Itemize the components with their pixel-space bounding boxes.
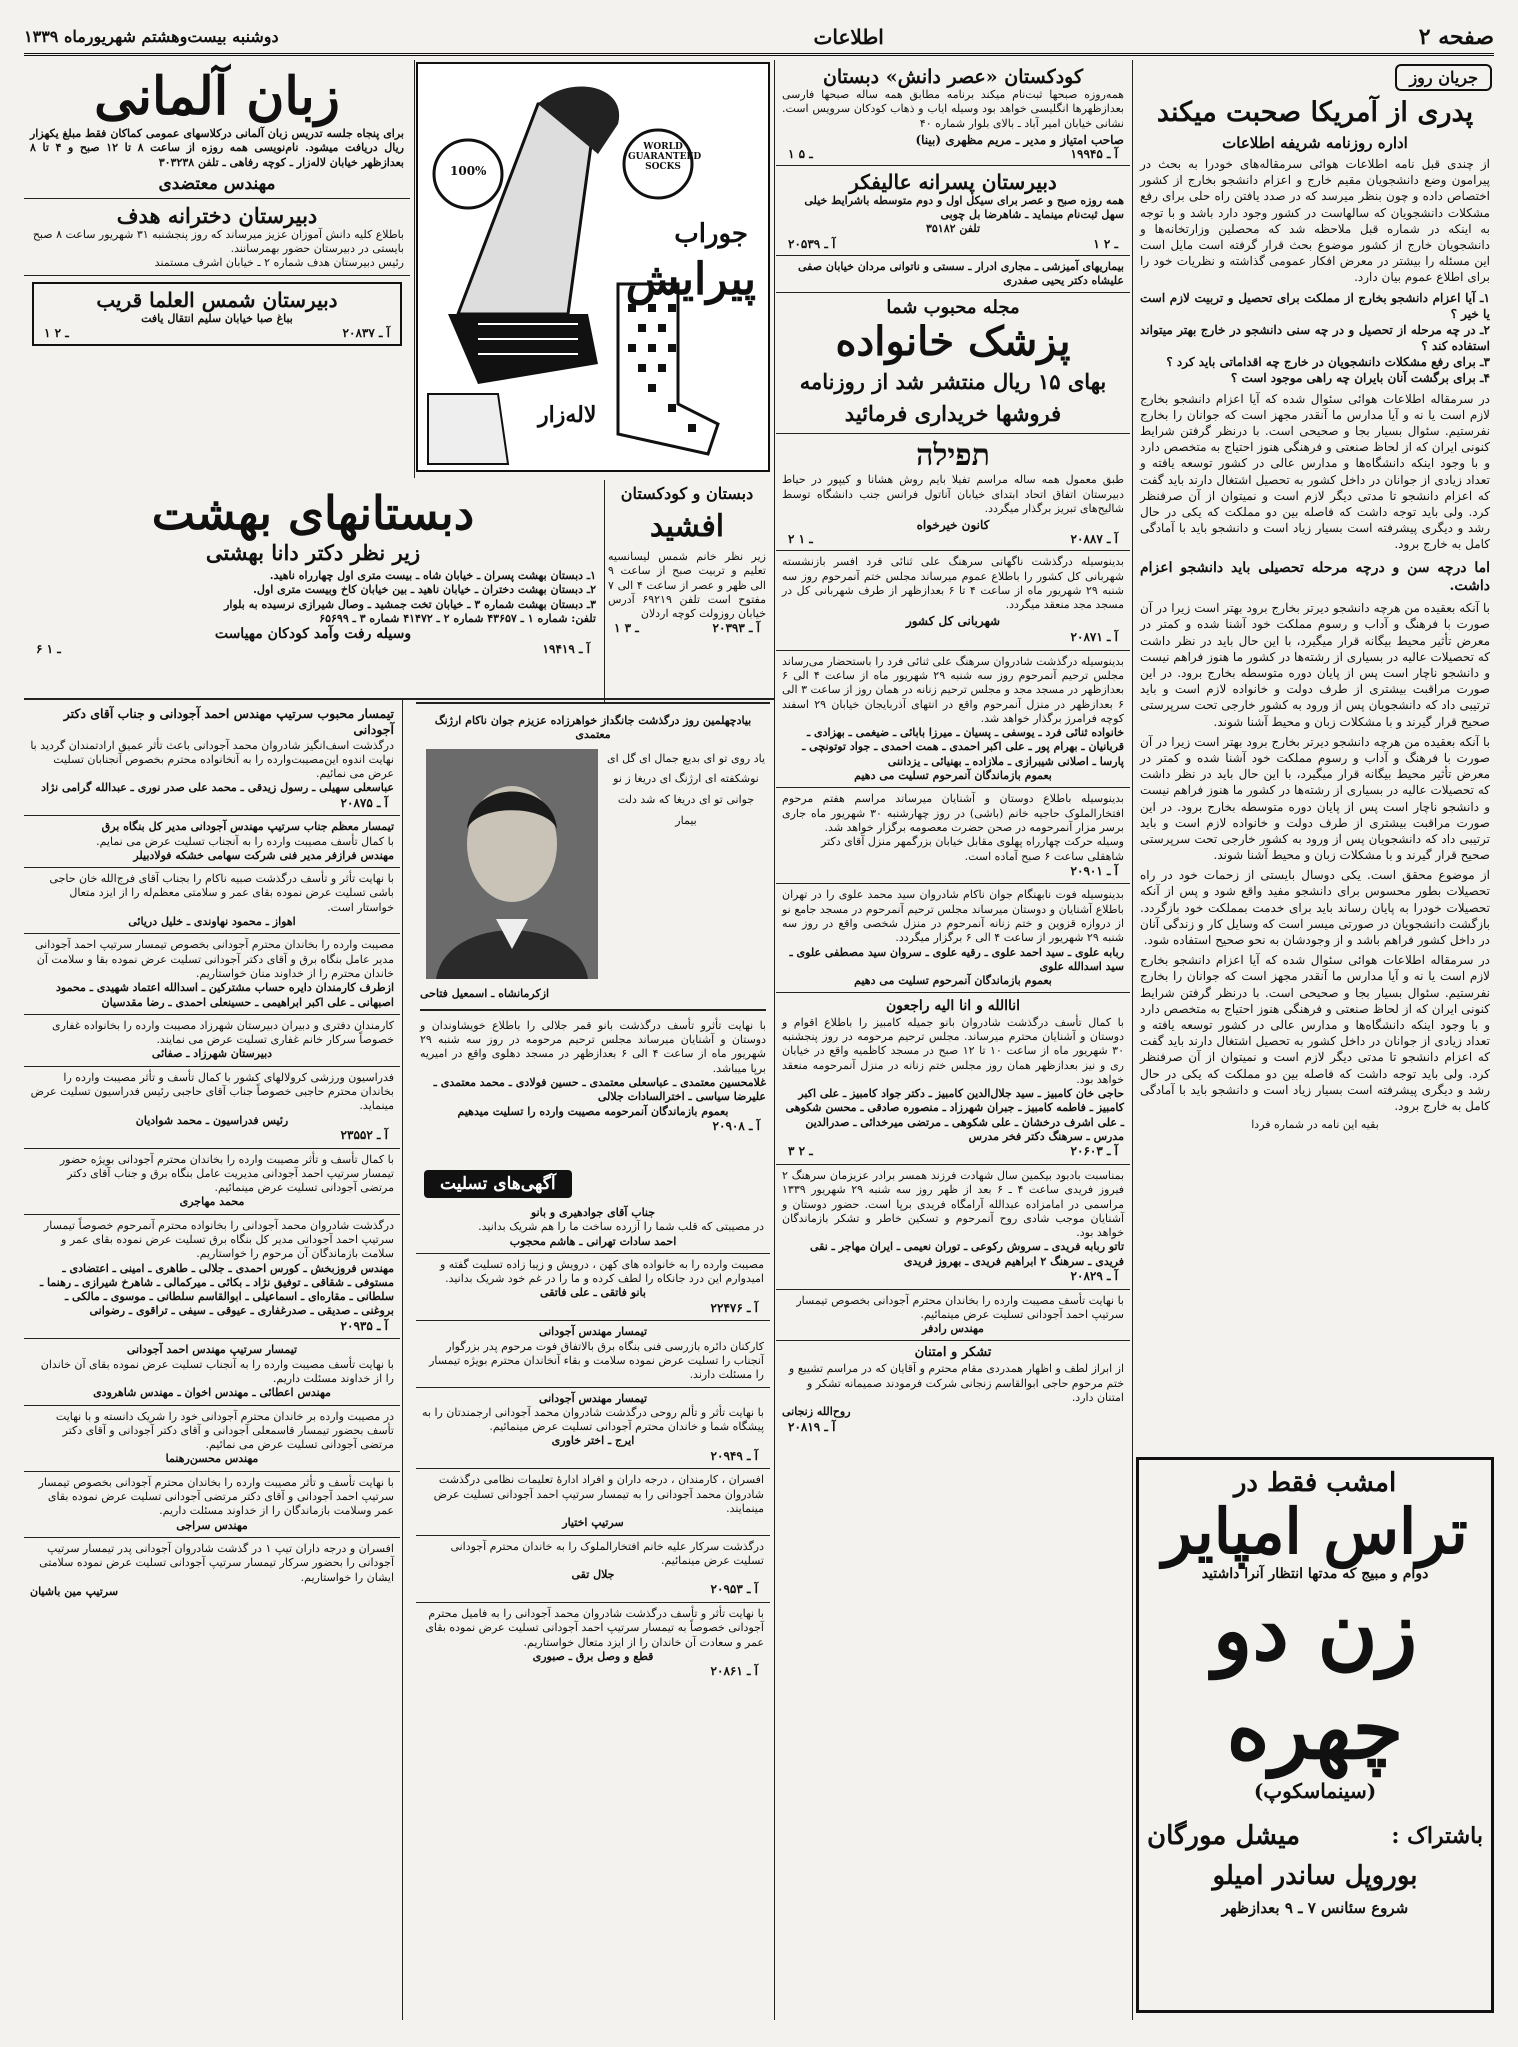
ad-title: دبستان و کودکستان: [620, 484, 754, 503]
notice-signature: تاتو ربابه فریدی ـ سروش رکوعی ـ توران نعیمی ـ ایران مهاجر ـ نقی فریدی ـ سرهنگ ۲ ابراهیم فریدی ـ بهروز فریدی: [810, 1240, 1124, 1268]
memorial-notice: [416, 710, 770, 1160]
condolence: [416, 1603, 770, 1684]
ad-ref: آ ـ ۲۰۸۶۱: [710, 1664, 758, 1679]
ad-body: همه‌روزه صبحها ثبت‌نام میکند برنامه مطابق همه ساله صبحها فارسی بعدازظهرها انگلیسی خواهد بود وسیله ایاب و ذهاب کودکان سرویس است. نشانی خیابان امیر آباد ـ بالای بلوار شماره ۴۰: [782, 88, 1124, 130]
ad-with: باشتراک :: [1391, 1822, 1483, 1849]
notice-title: تیمسار معظم جناب سرتیپ مهندس آجودانی مدیر کل بنگاه برق: [101, 820, 394, 834]
condolence: [24, 702, 400, 816]
notice-body: از ابراز لطف و اظهار همدردی مقام محترم و آقایان که در مراسم تشییع و ختم مرحوم حاجی ابوالقاسم زنجانی شرکت فرمودند صمیمانه تشکر و امتنان دارد.: [788, 1362, 1124, 1404]
notice-signature: مهندس فروزبخش ـ کورس احمدی ـ جلالی ـ طاهری ـ امینی ـ اعتضادی ـ مستوفی ـ شقاقی ـ توفیق نژاد ـ بکائی ـ میرکمالی ـ شاهرخ شیرازی ـ رهنما ـ سلطانی ـ مقاره‌ای ـ اسماعیلی ـ ابوالقاسم سلطانی ـ موسوی ـ مالکی ـ بروغنی ـ صدیقی ـ صدرغفاری ـ عیوقی ـ سیفی ـ تراقوی ـ رضوانی: [39, 1261, 394, 1318]
ad-ref: آ ـ ۲۳۵۵۲: [340, 1127, 388, 1142]
condolence: [416, 1254, 770, 1321]
section-badge: آگهی‌های تسلیت: [424, 1170, 572, 1198]
ad-title: کودکستان «عصر دانش» دبستان: [822, 66, 1084, 88]
notice-body: با کمال تأسف مصیبت وارده را به آنجناب تسلیت عرض می نمایم.: [96, 834, 394, 848]
notice-signature: بانو فاتقی ـ علی فاتقی: [540, 1286, 646, 1300]
notice-body: بدینوسیله فوت نابهنگام جوان ناکام شادروان سید محمد علوی را در تهران باطلاع آشنایان و دوستان میرساند مجلس ترحیم آنمرحوم در مسجد جامع نو از دروازه قزوین و ختم زنانه آنمرحوم در منزل شخصی واقع در روز سه شنبه ۲۹ شهریور از ساعت ۴ الی ۶ برگزار میگردد.: [782, 888, 1124, 945]
paragraph: از چندی قبل نامه اطلاعات هوائی سرمقاله‌های خودرا به بحث در پیرامون وضع دانشجویان مقیم خارج و اعزام دانشجو بخارج از کشور اختصاص داده و چون بنظر میرسد که در صدد یافتن راه حلی برای رفع مشکلات دانشجویان که سالهاست در کشور وجود دارد باشد و با توجه به اینکه در شماره قبل ملاحظه شد که محصلین وزارتخانه‌ها و دانشجویان خارج از کشور موضوع بحث قرار گرفته است مایل است این مسئله را بیشتر در معرض افکار عمومی گذاشته و نظریات خود را برای اطلاع عموم بیان دارد.: [1140, 157, 1490, 285]
notice-title: تیمسار مهندس آجودانی: [538, 1325, 648, 1339]
ad-star: بوروپل ساندر امیلو: [1212, 1860, 1418, 1891]
condolence: [416, 1202, 770, 1254]
notice-signature: مهندس اعطائی ـ مهندس اخوان ـ مهندس شاهرودی: [93, 1386, 331, 1400]
condolence: [24, 934, 400, 1014]
sock-ad: [416, 62, 770, 472]
notice-signature: حاجی خان کامبیز ـ سید جلال‌الدین کامبیز ـ دکتر جواد کامبیز ـ علی اکبر کامبیز ـ فاطمه کامبیز ـ جبران شهرزاد ـ منصوره صادقی ـ محسن شکوهی ـ علی اشرف درخشان ـ علی شکوهی ـ مرتضی میرخدائی ـ صدرالدین مدرس ـ سرهنگ دکتر فخر مدرس: [785, 1087, 1124, 1144]
condolence: [24, 1472, 400, 1538]
column-right: [1136, 62, 1494, 2022]
ad-body: برای پنجاه جلسه تدریس زبان آلمانی درکلاسهای عمومی کماکان فقط مبلغ یکهزار ریال دریافت میشود. نام‌نویسی همه روزه از ساعت ۸ تا ۱۲ صبح و ۴ تا ۸ بعدازظهر خیابان لاله‌زار ـ کوچه رفاهی ـ تلفن ۳۰۳۲۳۸: [30, 127, 404, 169]
ad-ref: ۱ ـ ۵: [788, 146, 813, 161]
school-branch: ۳ـ دبستان بهشت شماره ۳ ـ خیابان تخت جمشید ـ وصال شیرازی نرسیده به بلوار: [224, 597, 596, 611]
condolence: [24, 1015, 400, 1067]
newspaper-page: [24, 20, 1494, 2030]
ad-ref: آ ـ ۲۰۶۰۳: [1070, 1144, 1118, 1159]
question: ۲ـ در چه مرحله از تحصیل و در چه سنی دانشجو در خارج بهتر میتواند استفاده کند ؟: [1140, 322, 1490, 354]
notice-signature: مهندس فرازفر مدیر فنی شرکت سهامی خشکه فولادبیلر: [133, 848, 394, 862]
ad-tonight: امشب فقط در: [1233, 1468, 1397, 1498]
school-branch: ۱ـ دبستان بهشت پسران ـ خیابان شاه ـ بیست متری اول چهارراه ناهید.: [269, 569, 596, 582]
sock-name: پیرایش: [625, 254, 756, 305]
notice-signature: مهندس محسن‌رهنما: [165, 1452, 259, 1466]
hadaf-school-ad: [24, 199, 410, 276]
notice-signature: سرتیپ مین باشیان: [30, 1584, 119, 1598]
ad-ref: ۱ ـ ۲: [44, 326, 69, 341]
ad-ref: آ ـ ۲۰۹۰۱: [1070, 863, 1118, 878]
ad-ref: ۱ ـ ۲: [1093, 236, 1118, 251]
notice-title: جناب آقای جوادهیری و بانو: [530, 1206, 656, 1219]
condolence: [416, 1321, 770, 1387]
notice-body: بدینوسیله درگذشت ناگهانی سرهنگ علی ثنائی فرد افسر بازنشسته شهربانی کل کشور را باطلاع عموم میرساند مجلس ختم آنمرحوم روز سه شنبه ۲۹ شهریور ماه از ساعت ۴ تا ۶ بعدازظهر از طرف شهربانی کل در مسجد مجد منعقد میگردد.: [782, 555, 1124, 612]
notice-body: در مصیبت وارده بر خاندان محترم آجودانی خود را شریک دانسته و با نهایت تأسف بحضور تیمسار قاسمعلی آجودانی و آقای دکتر آجودانی و آقای دکتر مرتضی آجودانی تسلیت عرض می نمائیم.: [55, 1409, 394, 1452]
ad-ref: آ ـ ۲۰۵۳۹: [788, 236, 836, 251]
notice-body: بدینوسیله درگذشت شادروان سرهنگ علی ثنائی فرد را باستحضار می‌رساند مجلس ترحیم آنمرحوم روز سه شنبه ۲۹ شهریور ماه از ساعت ۴ الی ۶ بعدازظهر در مسجد مجد و مجلس ترحیم زنانه در همان روز از ساعت ۳ الی ۶ بعدازظهر در منزل آنمرحوم واقع در انتهای آذربایجان خیابان ۲۹ اسفند کوچه فرامرز برگذار خواهد شد.: [782, 654, 1125, 725]
ad-cinema-name: تراس امپایر: [1162, 1495, 1468, 1568]
ad-note: دوام و مبیج که مدتها انتظار آنرا داشتید: [1201, 1566, 1429, 1583]
notice-body: با نهایت تأثر و تألم روحی درگذشت شادروان محمد آجودانی ارجمندتان را به پیشگاه شما و خاندان محترم آجودانی تسلیت عرض مینمائیم.: [421, 1405, 764, 1434]
paper-name: اطلاعات: [813, 24, 884, 49]
ad-title: دبیرستان پسرانه عالیفکر: [849, 169, 1057, 194]
ad-body: بهای ۱۵ ریال منتشر شد از روزنامه فروشها خریداری فرمائید: [799, 369, 1107, 426]
condolence: [24, 1538, 400, 1603]
condolence: [24, 1149, 400, 1215]
notice-body: با نهایت تأسف مصیبت وارده را بخاندان محترم آجودانی بخصوص تیمسار سرتیپ احمد آجودانی تسلیت عرض مینمائیم.: [796, 1293, 1124, 1321]
condolence: [416, 1536, 770, 1603]
condolence: [24, 1339, 400, 1405]
sock-seal: 100%: [450, 164, 487, 178]
obituary: [776, 993, 1130, 1164]
ad-ref: آ ـ ۲۰۹۴۹: [710, 1448, 758, 1463]
memorial-heading: بیادچهلمین روز درگذشت جانگداز خواهرزاده عزیزم جوان ناکام ارژنگ معتمدی: [434, 714, 752, 742]
continued-note: بقیه این نامه در شماره فردا: [1251, 1118, 1379, 1132]
notice-signature: شهربانی کل کشور: [905, 614, 1001, 629]
highschool-ad: [776, 166, 1130, 256]
ad-ref: ۲ ـ ۱: [788, 532, 813, 547]
ad-body: زیر نظر خانم شمس لیسانسیه تعلیم و تربیت صبح از ساعت ۹ الی ظهر و عصر از ساعت ۴ الی ۷ مفتوح است تلفن ۶۹۲۱۹ آدرس خیابان روزولت کوچه اردلان: [608, 550, 766, 621]
ad-ref: آ ـ ۱۹۹۴۵: [1070, 146, 1118, 161]
ad-ref: آ ـ ۲۰۸۲۹: [1070, 1269, 1118, 1283]
condolence: [416, 1388, 770, 1470]
article-subhead: اداره روزنامه شریفه اطلاعات: [1222, 134, 1408, 152]
notice-signature: دبیرستان شهرزاد ـ صفائی: [151, 1047, 273, 1061]
question: ۳ـ برای رفع مشکلات دانشجویان در خارج چه اقداماتی باید کرد ؟: [1166, 355, 1490, 370]
tfila-notice: [776, 434, 1130, 551]
notice-body: طبق معمول همه ساله مراسم تفیلا بایم روش هشانا و کیپور در حیاط دبیرستان اتفاق اتحاد ابتدای خیابان آناتول فرانس جنب دانشگاه توسط شالیح‌های تبریز برگذار میگردد.: [782, 473, 1124, 515]
notice-signature: اهواز ـ محمود نهاوندی ـ خلیل دریائی: [128, 915, 296, 929]
ad-body: همه روزه صبح و عصر برای سیکل اول و دوم متوسطه باشرایط خیلی سهل ثبت‌نام مینماید ـ شاهرضا بل چوبی: [804, 193, 1124, 222]
memorial-poem: یاد روی تو ای بدیع جمال ای گل ای نوشکفته ای ارژنگ ای دریغا ز نو جوانی تو ای دریغا که شد دلت بیمار: [606, 751, 766, 828]
notice-body: مصیبت وارده را بخاندان محترم آجودانی بخصوص تیمسار سرتیپ احمد آجودانی مدیر عامل بنگاه برق و آقای دکتر آجودانی تسلیت عرض نموده بقا و سلامت آن خاندان محترم را از خداوند منان خواستاریم.: [34, 938, 394, 980]
notice-signature: مهندس سراجی: [176, 1518, 248, 1532]
notice-body: مصیبت وارده را به خانواده های کهن ، درویش و زیبا زاده تسلیت گفته و امیدوارم این درد جانکاه را لطف کرده و ما را در غم خود شریک بدانید.: [439, 1257, 764, 1286]
ad-ref: آ ـ ۲۲۴۷۶: [710, 1300, 758, 1315]
school-phones: تلفن: شماره ۱ ـ ۴۳۶۵۷ شماره ۲ ـ ۴۱۴۷۲ شماره ۳ ـ ۶۵۶۹۹: [319, 611, 596, 625]
notice-title: اناالله و انا الیه راجعون: [885, 998, 1021, 1015]
notice-title: تیمسار سرتیپ مهندس احمد آجودانی: [126, 1343, 298, 1357]
notice-signature: ربابه علوی ـ سید احمد علوی ـ رقیه علوی ـ سروان سید مصطفی علوی ـ سید اسدالله علوی: [789, 945, 1124, 973]
notice-signature: کانون خیرخواه: [916, 518, 990, 533]
ad-signature: رئیس دبیرستان هدف شماره ۲ ـ خیابان اشرف مستمند: [154, 256, 404, 270]
column-left-condolences: [24, 702, 400, 2020]
condolences-section: [416, 1166, 770, 2022]
notice-body: کارمندان دفتری و دبیران دبیرستان شهرزاد مصیبت وارده را بخانواده غفاری خصوصاً سرکار خانم غفاری تسلیت عرض می نمایند.: [51, 1018, 394, 1047]
column-mid-right: [776, 62, 1130, 2022]
article-body: [1136, 156, 1494, 1132]
ad-ref: آ ـ ۲۰۸۱۹: [788, 1419, 836, 1434]
ad-ref: ۶ ـ ۱: [36, 642, 61, 657]
notice-body: درگذشت شادروان محمد آجودانی را بخانواده محترم آنمرحوم خصوصاً تیمسار سرتیپ احمد آجودانی مدیر کل بنگاه برق تسلیت عرض نموده بقای عمر و سلامت بازماندگان آن مرحوم را خواستاریم.: [43, 1218, 394, 1261]
notice-closing: بعموم بازماندگان آنمرحوم تسلیت می دهیم: [854, 769, 1052, 783]
kindergarten-afshid-ad: [604, 480, 770, 698]
portrait-illustration: [426, 749, 598, 979]
obituary: [776, 651, 1130, 789]
school-transport: وسیله رفت وآمد کودکان مهیاست: [214, 626, 412, 643]
ad-film-title: زن دو چهره: [1212, 1583, 1418, 1778]
paragraph: از موضوع محقق است. یکی دوسال بایستی از زحمات خود در راه تحصیلات بطور محسوس برای دانشجو مفید واقع شود و پس از آنکه تحصیلات خودرا به پایان رساند باید برای خدمت بمملکت خود بازگردد. بازگشت دانشجویان در صورتی میسر است که وسایل کار و زندگی آنان در داخل کشور فراهم باشد و از وجودشان به نحو صحیح استفاده شود.: [1140, 868, 1490, 948]
paragraph: با آنکه بعقیده من هرچه دانشجو دیرتر بخارج برود بهتر است زیرا در آن صورت با فرهنگ و آداب و رسوم مملکت خود آشنا شده و کمتر در معرض تأثیر محیط بیگانه قرار میگیرد، با این حال باید در نظر داشت که تحصیلات عالیه در بسیاری از رشته‌ها در کشور ما هنوز فراهم نیست و دانشجو ناچار است پس از پایان دوره متوسطه بخارج برود. در این صورت مراقبت بیشتری از طرف دولت و خانواده لازم است و باید ترتیبی داد که دانشجویان پس از ورود به کشور خارجی تحت سرپرستی صحیح قرار گیرند و با مشکلات زبان و محیط آشنا شوند.: [1140, 734, 1490, 863]
ad-ref: آ ـ ۲۰۹۳۵: [340, 1318, 388, 1333]
notice-closing: بعموم بازماندگان آنمرحوم تسلیت می دهیم: [854, 974, 1052, 988]
notice-title: تیمسار مهندس آجودانی: [538, 1391, 648, 1405]
column-badge: جریان روز: [1395, 64, 1492, 91]
shams-school-ad: [32, 282, 402, 346]
ad-format: (سینماسکوپ): [1253, 1778, 1377, 1803]
ad-ref: آ ـ ۱۹۴۱۹: [542, 642, 590, 657]
sock-brand: جوراب: [674, 219, 748, 249]
ad-ref: آ ـ ۲۰۸۸۷: [1070, 532, 1118, 547]
memorial-notice: [776, 1165, 1130, 1290]
section-heading: اما درچه سن و درچه مرحله تحصیلی باید دانشجو اعزام داشت.: [1140, 559, 1490, 595]
ad-phone: تلفن ۳۵۱۸۲: [925, 222, 981, 236]
ad-title: دبستانهای بهشت: [151, 486, 475, 540]
notice-body: با نهایت تأثر و تأسف درگذشت شادروان محمد آجودانی را به فامیل محترم آجودانی خصوصاً به تیمسار سرتیپ احمد آجودانی تسلیت عرض نموده بقای عمر و سعادت آن خاندان را از ایزد متعال خواستاریم.: [425, 1607, 764, 1649]
ad-body: بباغ صبا خیابان سلیم انتقال یافت: [141, 311, 293, 325]
obituary: [776, 884, 1130, 993]
ad-ref: آ ـ ۲۰۸۷۱: [1070, 630, 1118, 645]
column-mid-left: [416, 62, 770, 2022]
school-branch: ۲ـ دبستان بهشت دختران ـ خیابان ناهید ـ بین خیابان کاخ وبیست متری اول.: [253, 583, 596, 597]
notice-body: با نهایت تأثرو تأسف درگذشت بانو قمر جلالی را باطلاع خویشاوندان و دوستان و آشنایان میرساند مجلس ترحیم مرحومه در روز سه شنبه ۲۹ شهریور ماه از ساعت ۴ الی ۶ بعدازظهر در مسجد دهلوی واقع در امیریه برپا میباشد.: [420, 1018, 766, 1075]
ad-star: میشل مورگان: [1147, 1820, 1301, 1851]
thanks-notice: [776, 1341, 1130, 1439]
notice-title: תפילה: [916, 438, 990, 474]
notice-signature: روح‌الله زنجانی: [782, 1405, 851, 1419]
ad-subtitle: زیر نظر دکتر دانا بهشتی: [205, 540, 421, 565]
notice-body: درگذشت اسف‌انگیز شادروان محمد آجودانی باعث تأثر عمیق ارادتمندان گردید با نهایت اندوه این‌مصیبت‌وارده را به آنخانواده محترم بخصوص آنجنابان تسلیت عرض می نمائیم.: [30, 738, 394, 781]
paragraph: در سرمقاله اطلاعات هوائی سئوال شده که آیا اعزام دانشجو بخارج لازم است یا نه و آیا مدارس ما آنقدر مجهز است که جوانان را بخارج نفرستیم. سئوال بسیار بجا و صحیحی است. با درنظر گرفتن شرایط کنونی ایران که از لحاظ صنعتی و فرهنگی هنوز احتیاج به متخصص دارد و با وجود اینکه دانشگاه‌ها و مدارس عالی در کشور توسعه یافته و تعداد زیادی از جوانان در داخل کشور به تحصیل اشتغال دارند باید گفت که اعزام دانشجو تا مدتی دیگر لازم است و نمیتوان از آن صرفنظر کرد. ولی باید توجه داشت که فاصله بین دو مملکت که یکی در حال رشد و دیگری پیشرفته است بسیار زیاد است و دانشجو باید با آمادگی کامل به خارج برود.: [1140, 953, 1490, 1113]
behesht-schools-ad: [24, 482, 602, 696]
notice-signature: عباسعلی سهیلی ـ رسول زیدقی ـ محمد علی صدر نوری ـ عبدالله گرامی نژاد: [41, 781, 394, 795]
condolence: [24, 868, 400, 934]
notice-body: با نهایت تأسف مصیبت وارده را به آنجناب تسلیت عرض نموده بقای آن خاندان را از خداوند مسئلت داریم.: [40, 1357, 394, 1385]
condolence: [24, 1067, 400, 1149]
ad-name: افشید: [649, 509, 725, 544]
notice-signature: سرتیپ اختیار: [562, 1516, 624, 1530]
article-headline: پدری از آمریکا صحبت میکند: [1156, 97, 1474, 128]
ad-signature: صاحب امتیاز و مدیر ـ مریم مظهری (بینا): [915, 132, 1124, 147]
ad-ref: آ ـ ۲۰۸۳۷: [342, 326, 390, 341]
ad-ref: آ ـ ۲۰۹۵۳: [710, 1582, 758, 1597]
notice-signature: خانواده ثنائی فرد ـ یوسفی ـ پسیان ـ میرزا بابائی ـ ضیغمی ـ بهزادی ـ قربانیان ـ بهرام پور ـ علی اکبر احمدی ـ همت احمدی ـ جواد توتونچی ـ پارسا ـ اصلانی شیبرازی ـ ملازاده ـ بهنیائی ـ یزداننی: [802, 726, 1124, 768]
notice-title: تیمسار محبوب سرتیپ مهندس احمد آجودانی و جناب آقای دکتر آجودانی: [63, 706, 394, 738]
notice-body: با نهایت تأسف و تأثر مصیبت وارده را بخاندان محترم آجودانی بخصوص تیمسار سرتیپ احمد آجودانی و آقای دکتر مرتضی آجودانی تسلیت عرض نموده بقای عمر وسلامت بازماندگان را از خداوند مسئلت داریم.: [38, 1475, 394, 1518]
notice-body: افسران و درجه داران تیپ ۱ در گذشت شادروان آجودانی پدر تیمسار سرتیپ آجودانی را بحضور سرکار تیمسار سرتیپ آجودانی تسلیت عرض نموده سلامتی ایشان را خواستاریم.: [39, 1541, 394, 1584]
ad-signature: مهندس معتضدی: [158, 173, 276, 194]
notice-body: درگذشت سرکار علیه خانم افتخارالملوک را به خاندان محترم آجودانی تسلیت عرض مینمائیم.: [450, 1539, 764, 1567]
notice-signature: ازطرف کارمندان دایره حساب مشترکین ـ اسدالله اعتماد شهیدی ـ محمود اصبهانی ـ علی اکبر ابراهیمی ـ حسینعلی احمدی ـ رضا مقدسیان: [55, 981, 394, 1009]
notice-body: با نهایت تأثر و تأسف درگذشت صبیه ناکام را بجناب آقای فرج‌الله خان حاجی باشی تسلیت عرض نموده بقای عمر و سلامتی معظم‌له را از ایزد متعال خواستار است.: [49, 872, 394, 914]
notice-body: افسران ، کارمندان ، درجه داران و افراد ادارهٔ تعلیمات نظامی درگذشت شادروان محمد آجودانی را به تیمسار سرتیپ احمد آجودانی تسلیت عرض مینمایند.: [433, 1473, 764, 1515]
magazine-name: پزشک خانواده: [835, 318, 1071, 366]
clinic-ad: بیماریهای آمیزشی ـ مجاری ادرار ـ سستی و ناتوانی مردان خیابان صفی علیشاه دکتر یحیی صفدری: [776, 256, 1130, 294]
condolence: [416, 1469, 770, 1535]
ad-showtimes: شروع سئانس ۷ ـ ۹ بعدازظهر: [1221, 1898, 1409, 1917]
cinema-ad: [1136, 1457, 1494, 2013]
notice-signature: محمد مهاجری: [179, 1195, 245, 1209]
kindergarten-ad: [776, 62, 1130, 166]
ad-ref: آ ـ ۲۰۹۰۸: [712, 1118, 760, 1133]
ad-title: دبیرستان شمس العلما قریب: [96, 287, 338, 312]
magazine-ad: [776, 293, 1130, 434]
masthead: [24, 20, 1494, 56]
notice-body: فدراسیون ورزشی کرولالهای کشور با کمال تأسف و تأثر مصیبت وارده را بخاندان محترم حاجبی خصوصاً جناب آقای حاجبی رئیس فدراسیون تسلیت عرض مینماید.: [30, 1070, 394, 1113]
portrait-photo: [426, 749, 598, 979]
ad-ref: آ ـ ۲۰۳۹۳: [712, 621, 760, 636]
notice-closing: بعموم بازماندگان آنمرحومه مصیبت وارده را تسلیت میدهیم: [457, 1104, 729, 1118]
notice-body: کارکنان دائره بازرسی فنی بنگاه برق بالاتفاق فوت مرحوم پدر بزرگوار آنجناب را تسلیت عرض نموده سلامت و بقاء آنخاندان محترم بویژه تیمسار را مسئلت دارند.: [429, 1339, 764, 1382]
ad-body: باطلاع کلیه دانش آموزان عزیز میرساند که روز پنجشنبه ۳۱ شهریور ساعت ۸ صبح بایستی در دبیرستان حضور بهمرسانند.: [32, 227, 404, 256]
condolence: [24, 1406, 400, 1472]
notice-body: با کمال تأسف درگذشت شادروان بانو جمیله کامبیز را باطلاع اقوام و دوستان و آشنایان محترم میرساند. مجلس ترحیم مرحومه در روز پنجشنبه ۳۰ شهریور ماه از ساعت ۱۰ تا ۱۲ صبح در مسجد کاظمیه واقع در خیابان ری و نیز بعدازظهر همان روز مجلس ختم زنانه در منزل آنمرحومه منعقد خواهد بود.: [782, 1015, 1124, 1086]
notice-body: بمناسبت بادبود بیکمین سال شهادت فرزند همسر برادر عزیزمان سرهنگ ۲ فیروز فریدی ساعت ۴ ـ ۶ بعد از ظهر روز سه شنبه ۲۹ شهریور ۱۳۳۹ مراسمی در امامزاده عبدالله آرامگاه فریدی برپا است. حضور دوستان و آشنایان موجب شادی روح آنمرحوم و تسکین خاطر و تشکر بازماندگان خواهد بود.: [782, 1168, 1125, 1240]
obituary: [776, 551, 1130, 650]
ad-ref: ۳ ـ ۲: [788, 1144, 813, 1159]
notice-body: در مصیبتی که قلب شما را آزرده ساخت ما را هم شریک بدانید.: [478, 1220, 764, 1234]
notice-signature: قطع و وصل برق ـ صبوری: [532, 1649, 654, 1663]
obituary: [776, 788, 1130, 884]
paragraph: در سرمقاله اطلاعات هوائی سئوال شده که آیا اعزام دانشجو بخارج لازم است یا نه و آیا مدارس ما آنقدر مجهز است که جوانان را بخارج نفرستیم. سئوال بسیار بجا و صحیحی است. با درنظر گرفتن شرایط کنونی ایران که از لحاظ صنعتی و فرهنگی هنوز احتیاج به متخصص دارد و با وجود اینکه دانشگاه‌ها و مدارس عالی در کشور توسعه یافته و تعداد زیادی از جوانان در داخل کشور به تحصیل اشتغال دارند باید گفت که اعزام دانشجو تا مدتی دیگر لازم است و نمیتوان از آن صرفنظر کرد. ولی باید توجه داشت که فاصله بین دو مملکت که یکی در حال رشد و دیگری پیشرفته است بسیار زیاد است و دانشجو باید با آمادگی کامل به خارج برود.: [1140, 391, 1490, 552]
notice-signature: غلامحسین معتمدی ـ عباسعلی معتمدی ـ حسین فولادی ـ محمد معتمدی ـ علیرضا سیاسی ـ اخترالسادات جلالی: [433, 1076, 766, 1104]
notice-signature: ایرج ـ اختر خاوری: [551, 1434, 635, 1448]
notice-signature: رئیس فدراسیون ـ محمد شوادیان: [135, 1113, 289, 1127]
ad-ref: آ ـ ۲۰۸۷۵: [340, 795, 388, 810]
notice-body: با کمال تأسف و تأثر مصیبت وارده را بخاندان محترم آجودانی بویژه حضور تیمسار سرتیپ احمد آجودانی مدیریت عامل بنگاه برق و جناب آقای دکتر مرتضی آجودانی تسلیت عرض مینمائیم.: [59, 1152, 394, 1195]
notice-signature: جلال تقی: [571, 1568, 615, 1582]
memorial-caption: ازکرمانشاه ـ اسمعیل فتاحی: [420, 986, 550, 1000]
notice-body: بدینوسیله باطلاع دوستان و آشنایان میرساند مراسم هفتم مرحوم افتخارالملوک حاجیه خانم (باشی) در روز چهارشنبه ۳۰ شهریور ماه جاری برسر مزار آنمرحومه در صحن حضرت معصومه برگزار خواهد شد.: [782, 792, 1124, 834]
page-number: صفحه ۲: [1418, 23, 1494, 50]
ad-title: مجله محبوب شما: [886, 297, 1020, 319]
paragraph: با آنکه بعقیده من هرچه دانشجو دیرتر بخارج برود بهتر است زیرا در آن صورت با فرهنگ و آداب و رسوم مملکت خود آشنا شده و کمتر در معرض تأثیر محیط بیگانه قرار میگیرد، با این حال باید در نظر داشت که تحصیلات عالیه در بسیاری از رشته‌ها در کشور ما هنوز فراهم نیست و دانشجو ناچار است پس از پایان دوره متوسطه بخارج برود. در این صورت مراقبت بیشتری از طرف دولت و خانواده لازم است و باید ترتیبی داد که دانشجویان پس از ورود به کشور خارجی تحت سرپرستی صحیح قرار گیرند و با مشکلات زبان و محیط آشنا شوند.: [1140, 601, 1490, 729]
ad-title: دبیرستان دخترانه هدف: [116, 202, 318, 228]
question: ۱ـ آیا اعزام دانشجو بخارج از مملکت برای تحصیل و تربیت لازم است یا خیر ؟: [1140, 290, 1490, 321]
condolence: [24, 1215, 400, 1340]
german-language-ad: [24, 62, 410, 199]
notice-signature: مهندس رادفر: [922, 1322, 984, 1336]
question: ۴ـ برای برگشت آنان بایران چه راهی موجود است ؟: [1230, 371, 1490, 386]
condolence: [776, 1290, 1130, 1342]
notice-title: تشکر و امتنان: [914, 1345, 992, 1361]
sock-guarantee: WORLD GUARANTEED SOCKS: [628, 142, 702, 172]
ad-title: زبان آلمانی: [94, 66, 340, 127]
sock-maker: لاله‌زار: [538, 402, 597, 428]
issue-date: دوشنبه بیست‌وهشتم شهریورماه ۱۳۳۹: [24, 27, 279, 46]
condolence: [24, 816, 400, 868]
notice-signature: احمد سادات تهرانی ـ هاشم محجوب: [509, 1234, 677, 1248]
ad-ref: ۱ ـ ۳: [614, 621, 639, 636]
notice-body: وسیله حرکت چهارراه پهلوی مقابل خیابان بزرگمهر منزل آقای دکتر شاهقلی ساعت ۶ صبح آماده است.: [821, 835, 1124, 863]
